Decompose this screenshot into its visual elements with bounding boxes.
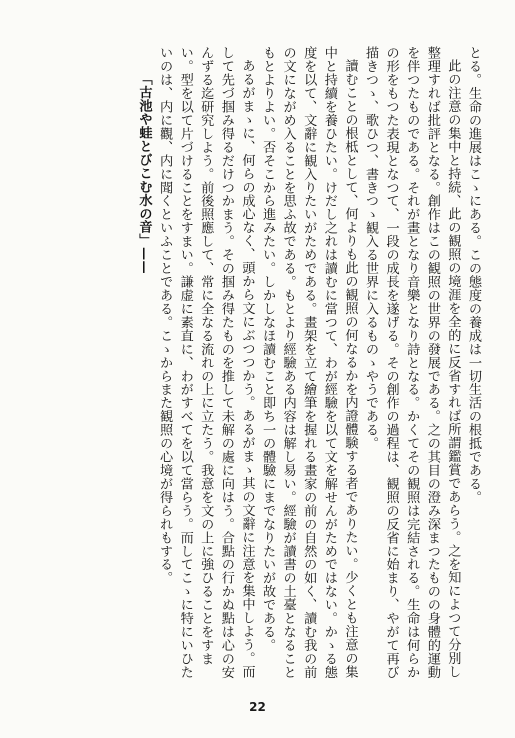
paragraph-4: あるがまゝに、何らの成心なく、頭から文にぶつつかう。あるがまゝ其の文辭に注意を集中しよう。而して先づ掴み得るだけつかまう。その掴み得たものを推して未解の處に向はう。合點の行かぬ點は心の安んずる迄研究しよう。前後照應して、常に全なる流れの上に立たう。我意を文の上に強ひることをすまい。型を以て片づけることをすまい。謙虚に素直に、わがすべてを以て當らう。而してこゝに特にいひたいのは、内に觀、内に聞くといふことである。こゝからまた観照の心境が得られもする。 [157, 46, 255, 679]
page-number: 22 [249, 700, 266, 714]
paragraph-1: とる。生命の進展はこゝにある。この態度の養成は一切生活の根抵である。 [466, 46, 481, 504]
vertical-text-block [31, 46, 483, 682]
paragraph-2: 此の注意の集中と持続、此の観照の境涯を全的に反省すれば所謂鑑賞であらう。之を知によつて分別し整理すれば批評となる。創作はこの観照の世界の發展である。之の其目の澄み深まつたものの身體的運動を伴つたものである。それが畫となり音樂となり詩となる。かくてその観照は完結される。生命は何らかの形をもつた表現となつて、一段の成長を遂げる。その創作の過程は、観照の反省に始まり、やがて再び描きつゝ、歌ひつ、書きつゝ観入る世界に入るものゝやうである。 [363, 46, 461, 679]
paragraph-3: 讀むことの根柢として、何よりも此の観照の何なるかを内證體験する者でありたい。少くとも注意の集中と持續を養ひたい。けだし之れは讀むに當つて、わが經驗を以て文を解せんがためではない。かゝる態度を以て、文辭に観入りたいがためである。畫架を立て繪筆を握れる畫家の前の自然の如く、讀む我の前の文にながめ入ることを思ふ故である。もとより經驗ある内容は解し易い。經驗が讀書の土臺となることもとよりよい。否そこから進みたい。しかしなほ讀むこと即ち一の體驗にまでなりたいが故である。 [260, 46, 358, 679]
quoted-haiku: 「古池や蛙とびこむ水の音」—— [136, 72, 152, 275]
